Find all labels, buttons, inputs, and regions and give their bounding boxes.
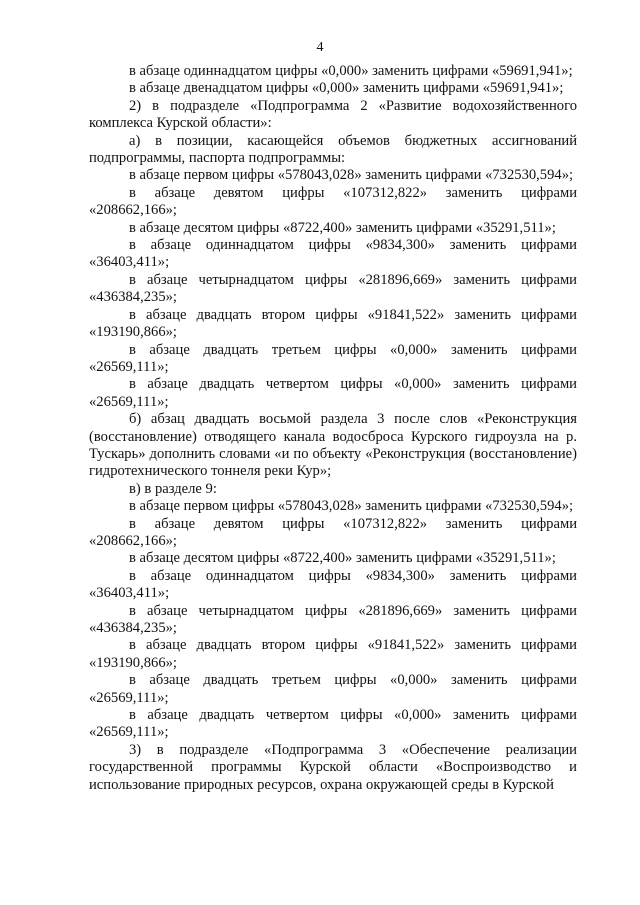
page-number: 4 bbox=[316, 40, 324, 55]
paragraph: в абзаце двадцать втором цифры «91841,522» заменить цифрами «193190,866»; bbox=[89, 637, 577, 671]
paragraph: в абзаце первом цифры «578043,028» заменить цифрами «732530,594»; bbox=[129, 498, 574, 515]
paragraph: в абзаце одиннадцатом цифры «9834,300» заменить цифрами «36403,411»; bbox=[89, 567, 577, 602]
paragraph: в абзаце двадцать третьем цифры «0,000» заменить цифрами «26569,111»; bbox=[89, 672, 577, 706]
paragraph: в абзаце двадцать третьем цифры «0,000» заменить цифрами «26569,111»; bbox=[89, 341, 577, 375]
paragraph: в абзаце десятом цифры «8722,400» заменить цифрами «35291,511»; bbox=[129, 550, 556, 567]
paragraph: а) в позиции, касающейся объемов бюджетных ассигнований подпрограммы, паспорта подпрограммы: bbox=[89, 132, 577, 167]
paragraph: в абзаце одиннадцатом цифры «9834,300» заменить цифрами «36403,411»; bbox=[89, 237, 577, 271]
paragraph: в абзаце двадцать четвертом цифры «0,000» заменить цифрами «26569,111»; bbox=[89, 376, 577, 410]
paragraph: в абзаце девятом цифры «107312,822» заменить цифрами «208662,166»; bbox=[89, 515, 577, 549]
paragraph: в абзаце десятом цифры «8722,400» заменить цифрами «35291,511»; bbox=[129, 219, 556, 236]
paragraph: в абзаце одиннадцатом цифры «0,000» заменить цифрами «59691,941»; bbox=[129, 63, 573, 79]
paragraph: в абзаце первом цифры «578043,028» заменить цифрами «732530,594»; bbox=[129, 167, 574, 184]
paragraph: в абзаце четырнадцатом цифры «281896,669» заменить цифрами «436384,235»; bbox=[89, 271, 577, 306]
paragraph: в абзаце девятом цифры «107312,822» заменить цифрами «208662,166»; bbox=[89, 184, 577, 219]
paragraph: 3) в подразделе «Подпрограмма 3 «Обеспечение реализации государственной программы Курской области «Воспроизводство и использование природных ресурсов, охрана окружающей среды в Курской bbox=[89, 741, 577, 793]
paragraph: 2) в подразделе «Подпрограмма 2 «Развитие водохозяйственного комплекса Курской области»: bbox=[89, 97, 577, 132]
paragraph: в абзаце двадцать четвертом цифры «0,000» заменить цифрами «26569,111»; bbox=[89, 707, 577, 741]
document-body bbox=[89, 63, 577, 794]
paragraph: в абзаце четырнадцатом цифры «281896,669» заменить цифрами «436384,235»; bbox=[89, 602, 577, 636]
paragraph: в абзаце двенадцатом цифры «0,000» заменить цифрами «59691,941»; bbox=[129, 80, 564, 97]
paragraph: б) абзац двадцать восьмой раздела 3 после слов «Реконструкция (восстановление) отводящего канала водосброса Курского гидроузла на р. Тускарь» дополнить словами «и по объекту «Реконструкция (восстановление) гидротехнического тоннеля реки Кур»; bbox=[89, 411, 577, 480]
paragraph: в) в разделе 9: bbox=[129, 480, 217, 497]
paragraph: в абзаце двадцать втором цифры «91841,522» заменить цифрами «193190,866»; bbox=[89, 306, 577, 341]
